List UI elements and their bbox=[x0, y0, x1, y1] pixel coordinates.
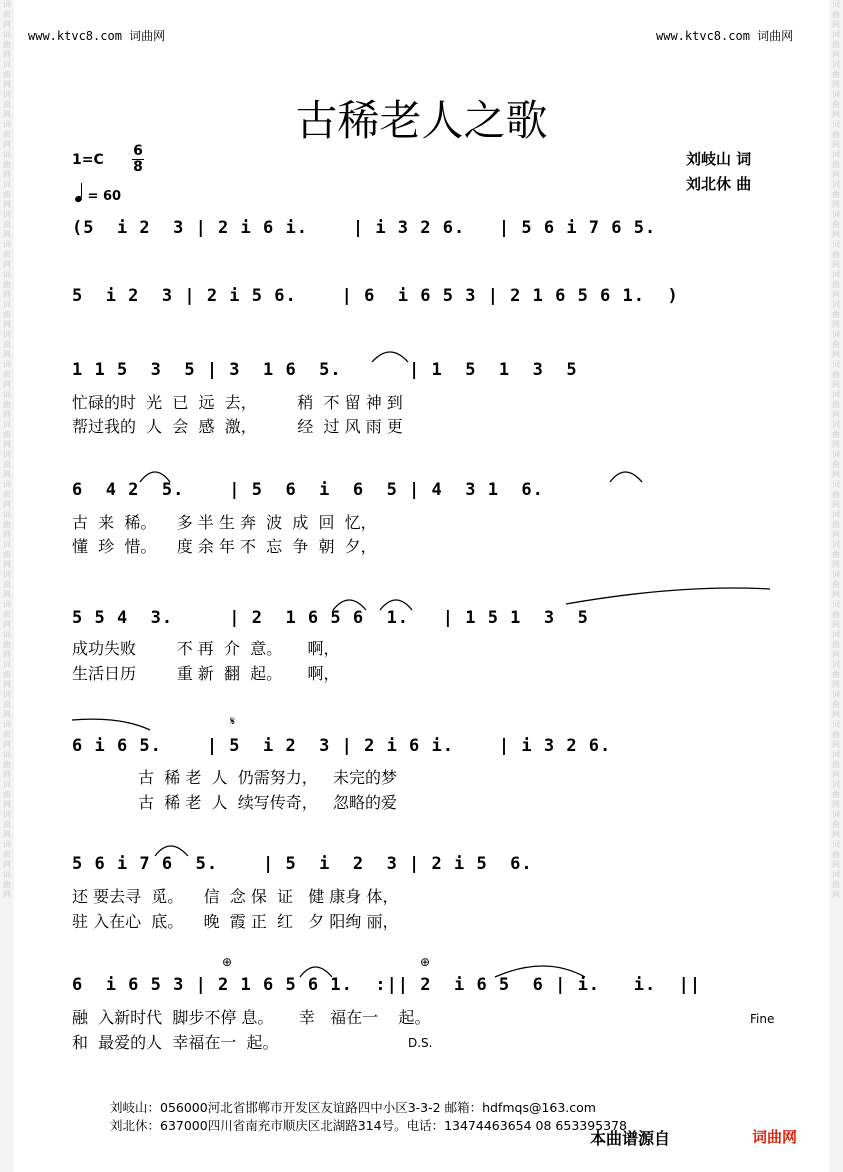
footer-address-2: 刘北休：637000四川省南充市顺庆区北湖路314号。电话：13474463654 08 653395378 bbox=[110, 1118, 627, 1133]
music-line-6: 6 i 6 5. | 5 i 2 3 | 2 i 6 i. | i 3 2 6. bbox=[72, 736, 612, 756]
tempo-value: = 60 bbox=[87, 189, 122, 204]
fine-mark: Fine bbox=[750, 1012, 775, 1026]
lyric-line-5a: 成功失败 不 再 介 意。 啊， bbox=[72, 639, 340, 658]
watermark-top-left: www.ktvc8.com 词曲网 bbox=[28, 29, 166, 43]
lyric-line-3b: 帮过我的 人 会 感 激， 经 过 风 雨 更 bbox=[72, 417, 403, 436]
meter-bottom: 8 bbox=[133, 159, 143, 175]
tie bbox=[72, 719, 150, 730]
lyric-line-8b: 和 最爱的人 幸福在一 起。 bbox=[72, 1033, 279, 1052]
slur bbox=[300, 967, 332, 977]
music-line-5: 5 5 4 3. | 2 1 6 5 6 1. | 1 5 1 3 5 bbox=[72, 608, 589, 628]
tie bbox=[566, 588, 770, 604]
lyric-line-6b: 古 稀 老 人 续写传奇， 忽略的爱 bbox=[72, 793, 397, 812]
slur bbox=[610, 472, 642, 482]
coda-icon: ⊕ bbox=[222, 955, 233, 969]
song-title: 古稀老人之歌 bbox=[295, 96, 548, 145]
lyricist-credit: 刘岐山 词 bbox=[686, 150, 752, 168]
lyric-line-6a: 古 稀 老 人 仍需努力， 未完的梦 bbox=[72, 768, 397, 787]
lyric-line-5b: 生活日历 重 新 翻 起。 啊， bbox=[72, 664, 340, 683]
music-line-7: 5 6 i 7 6 5. | 5 i 2 3 | 2 i 5 6. bbox=[72, 854, 533, 874]
slur bbox=[495, 966, 585, 977]
music-line-3: 1 1 5 3 5 | 3 1 6 5. | 1 5 1 3 5 bbox=[72, 360, 578, 380]
side-watermark-left: 词曲网词曲网词曲网词曲网词曲网词曲网词曲网词曲网词曲网词曲网词曲网词曲网词曲网词曲网词曲网词曲网词曲网词曲网词曲网词曲网词曲网词曲网词曲网词曲网词曲网词曲网词曲网词曲网词曲网词曲网 bbox=[0, 0, 14, 1172]
watermark-top-right: www.ktvc8.com 词曲网 bbox=[656, 29, 794, 43]
ds-mark: D.S. bbox=[408, 1036, 433, 1050]
coda-icon: ⊕ bbox=[420, 955, 431, 969]
music-line-4: 6 4 2 5. | 5 6 i 6 5 | 4 3 1 6. bbox=[72, 480, 544, 500]
slur bbox=[372, 352, 408, 362]
lyric-line-3a: 忙碌的时 光 已 远 去， 稍 不 留 神 到 bbox=[72, 393, 403, 412]
lyric-line-4a: 古 来 稀。 多 半 生 奔 波 成 回 忆， bbox=[72, 513, 377, 532]
site-logo: 词曲网 bbox=[752, 1128, 798, 1146]
slur bbox=[380, 600, 412, 610]
lyric-line-7b: 驻 入在心 底。 晚 霞 正 红 夕 阳绚 丽， bbox=[72, 912, 399, 931]
segno-icon: 𝄋 bbox=[230, 714, 236, 728]
lyric-line-4b: 懂 珍 惜。 度 余 年 不 忘 争 朝 夕， bbox=[72, 537, 377, 556]
slur bbox=[155, 846, 188, 856]
composer-credit: 刘北休 曲 bbox=[686, 175, 752, 193]
music-line-2: 5 i 2 3 | 2 i 5 6. | 6 i 6 5 3 | 2 1 6 5 6 1. ) bbox=[72, 286, 679, 306]
music-line-8: 6 i 6 5 3 | 2 1 6 5 6 1. :|| 2 i 6 5 6 | i. i. || bbox=[72, 975, 702, 995]
key-signature: 1=C bbox=[72, 152, 104, 168]
source-label: 本曲谱源自 bbox=[590, 1129, 671, 1148]
meter-top: 6 bbox=[133, 143, 143, 159]
side-watermark-right: 词曲网词曲网词曲网词曲网词曲网词曲网词曲网词曲网词曲网词曲网词曲网词曲网词曲网词曲网词曲网词曲网词曲网词曲网词曲网词曲网词曲网词曲网词曲网词曲网词曲网词曲网词曲网词曲网词曲网词曲网 bbox=[829, 0, 843, 1172]
music-line-1: (5 i 2 3 | 2 i 6 i. | i 3 2 6. | 5 6 i 7 6 5. bbox=[72, 218, 657, 238]
slur bbox=[333, 600, 366, 610]
footer-address-1: 刘岐山：056000河北省邯郸市开发区友谊路四中小区3-3-2 邮箱：hdfmqs@163.com bbox=[110, 1100, 596, 1115]
slur bbox=[140, 472, 170, 482]
lyric-line-7a: 还 要去寻 觅。 信 念 保 证 健 康身 体， bbox=[72, 887, 399, 906]
lyric-line-8a: 融 入新时代 脚步不停 息。 幸 福在一 起。 bbox=[72, 1008, 431, 1027]
